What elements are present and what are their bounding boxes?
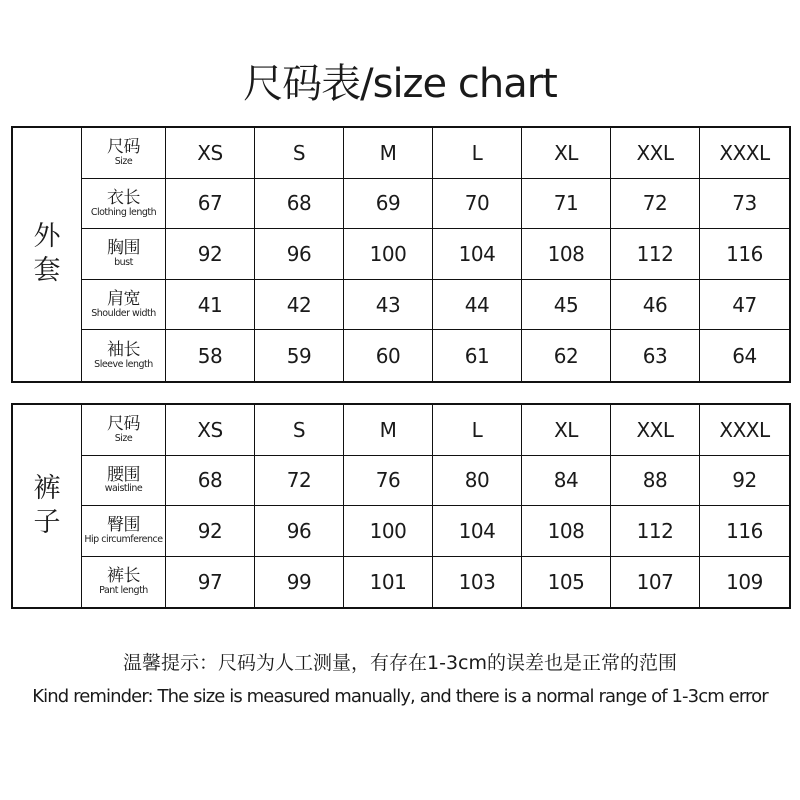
measurement-cell: 112 <box>611 506 700 557</box>
size-header-cell: XXXL <box>700 128 789 179</box>
size-header-cell: L <box>433 405 522 456</box>
measurement-cell: 47 <box>700 280 789 331</box>
size-header-cell: XS <box>166 128 255 179</box>
measurement-cell: 73 <box>700 179 789 230</box>
jacket-row-label <box>82 330 166 381</box>
jacket-row-label <box>82 280 166 331</box>
measurement-cell: 99 <box>255 557 344 608</box>
measurement-cell: 71 <box>522 179 611 230</box>
measurement-cell: 97 <box>166 557 255 608</box>
measurement-cell: 92 <box>166 506 255 557</box>
pants-row-label <box>82 557 166 608</box>
measurement-cell: 112 <box>611 229 700 280</box>
row-label-chinese: 腰围 <box>107 464 140 485</box>
measurement-cell: 108 <box>522 229 611 280</box>
measurement-cell: 88 <box>611 456 700 507</box>
measurement-cell: 64 <box>732 343 757 368</box>
measurement-cell: 116 <box>700 506 789 557</box>
jacket-row-label <box>82 229 166 280</box>
reminder-chinese: 温馨提示：尺码为人工测量，有存在1-3cm的误差也是正常的范围 <box>123 652 677 674</box>
measurement-cell: 96 <box>255 229 344 280</box>
jacket-row-label <box>82 128 166 179</box>
row-label-english: bust <box>114 257 133 269</box>
row-label-chinese: 衣长 <box>107 187 140 208</box>
row-label-english: Sleeve length <box>94 358 153 370</box>
measurement-cell: 105 <box>522 557 611 608</box>
size-header-cell: S <box>255 405 344 456</box>
size-header-cell: XXL <box>611 405 700 456</box>
measurement-cell: 107 <box>611 557 700 608</box>
row-label-chinese: 臀围 <box>107 515 140 536</box>
measurement-cell: 58 <box>166 330 255 381</box>
row-label-chinese: 尺码 <box>107 137 140 158</box>
pants-row-label <box>82 405 166 456</box>
row-label-chinese: 尺码 <box>107 414 140 435</box>
measurement-cell: 62 <box>522 330 611 381</box>
row-label-english: Pant length <box>99 584 148 596</box>
measurement-cell: 63 <box>611 330 700 381</box>
measurement-cell: 44 <box>433 280 522 331</box>
measurement-cell: 72 <box>255 456 344 507</box>
row-label-english: Clothing length <box>90 206 157 218</box>
row-label-chinese: 肩宽 <box>107 289 140 310</box>
measurement-cell: 67 <box>166 179 255 230</box>
measurement-cell: 108 <box>522 506 611 557</box>
measurement-cell: 92 <box>166 229 255 280</box>
measurement-cell: 68 <box>255 179 344 230</box>
size-header-cell: M <box>344 128 433 179</box>
row-label-english: waistline <box>104 483 143 495</box>
measurement-cell: 104 <box>433 506 522 557</box>
size-header-cell: XL <box>522 128 611 179</box>
measurement-cell: 101 <box>344 557 433 608</box>
size-header-cell: XL <box>522 405 611 456</box>
row-label-english: Size <box>114 155 133 167</box>
row-label-english: Size <box>114 432 133 444</box>
measurement-cell: 70 <box>433 179 522 230</box>
pants-row-label <box>82 456 166 507</box>
size-header-cell: S <box>255 128 344 179</box>
jacket-row-label <box>82 179 166 230</box>
page-title: 尺码表/size chart <box>243 61 557 107</box>
row-label-chinese: 袖长 <box>107 340 140 361</box>
measurement-cell: 72 <box>611 179 700 230</box>
row-label-english: Shoulder width <box>91 307 156 319</box>
measurement-cell: 100 <box>344 229 433 280</box>
measurement-cell: 80 <box>433 456 522 507</box>
size-header-cell: XS <box>166 405 255 456</box>
row-label-chinese: 胸围 <box>107 238 140 259</box>
measurement-cell: 109 <box>726 569 763 594</box>
reminder-english: Kind reminder: The size is measured manually, and there is a normal range of 1-3cm error <box>32 686 768 707</box>
measurement-cell: 43 <box>344 280 433 331</box>
measurement-cell: 104 <box>433 229 522 280</box>
pants-row-label <box>82 506 166 557</box>
measurement-cell: 69 <box>344 179 433 230</box>
pants-size-table <box>11 403 791 609</box>
size-header-cell: XXL <box>611 128 700 179</box>
measurement-cell: 92 <box>700 456 789 507</box>
measurement-cell: 84 <box>522 456 611 507</box>
measurement-cell: 76 <box>344 456 433 507</box>
size-header-cell: XXXL <box>700 405 789 456</box>
measurement-cell: 96 <box>255 506 344 557</box>
row-label-chinese: 裤长 <box>107 566 140 587</box>
size-header-cell: M <box>344 405 433 456</box>
measurement-cell: 45 <box>522 280 611 331</box>
pants-category-label: 裤子 <box>13 405 82 607</box>
jacket-size-table <box>11 126 791 383</box>
measurement-cell: 103 <box>433 557 522 608</box>
measurement-cell: 100 <box>344 506 433 557</box>
size-header-cell: L <box>433 128 522 179</box>
jacket-category-label: 外套 <box>13 128 82 381</box>
measurement-cell: 116 <box>700 229 789 280</box>
measurement-cell: 68 <box>166 456 255 507</box>
row-label-english: Hip circumference <box>84 533 163 545</box>
measurement-cell: 42 <box>255 280 344 331</box>
measurement-cell: 60 <box>344 330 433 381</box>
measurement-cell: 61 <box>433 330 522 381</box>
measurement-cell: 41 <box>166 280 255 331</box>
measurement-cell: 59 <box>255 330 344 381</box>
measurement-cell: 46 <box>611 280 700 331</box>
